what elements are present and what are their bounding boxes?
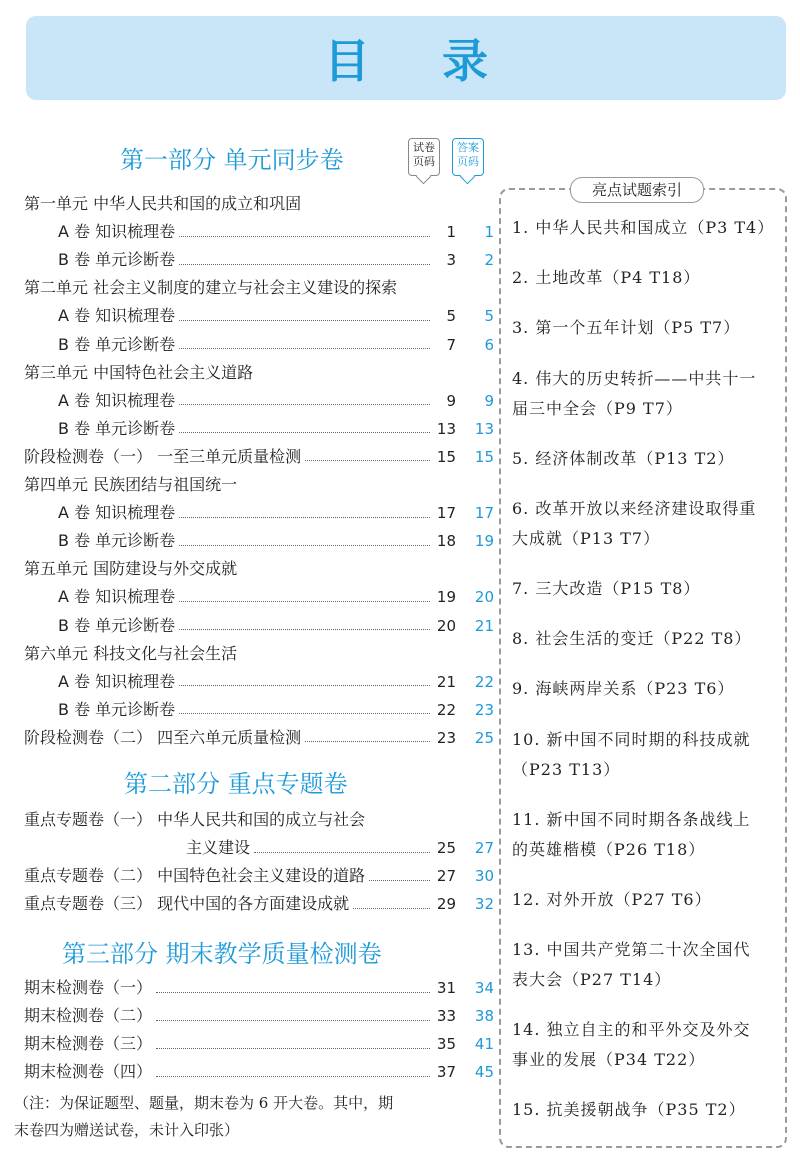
exam-page-number: 3 xyxy=(446,251,456,270)
unit-heading xyxy=(24,275,494,301)
toc-entry-label: B 卷 单元诊断卷 xyxy=(58,418,176,438)
highlight-index-heading: 亮点试题索引 xyxy=(570,177,704,203)
exam-page-number: 1 xyxy=(446,223,456,242)
toc-entry xyxy=(24,528,494,554)
highlight-index-line: 届三中全会（P9 T7） xyxy=(512,399,683,418)
exam-page-number: 20 xyxy=(436,616,456,635)
toc-entry-label: B 卷 单元诊断卷 xyxy=(58,699,176,719)
dot-leader xyxy=(156,992,430,993)
toc-entry xyxy=(24,219,494,245)
exam-page-number: 33 xyxy=(436,1007,456,1025)
exam-page-number: 17 xyxy=(436,504,456,523)
answer-page-number: 25 xyxy=(474,728,494,747)
toc-entry-label: A 卷 知识梳理卷 xyxy=(58,306,176,326)
toc-entry xyxy=(24,975,494,1001)
highlight-index-item xyxy=(512,494,774,554)
toc-entry xyxy=(24,388,494,414)
dot-leader xyxy=(156,1048,430,1049)
toc-entry xyxy=(24,303,494,329)
toc-entry xyxy=(24,247,494,273)
highlight-index-line: 4. 伟大的历史转折——中共十一 xyxy=(512,369,757,388)
toc-entry-label: A 卷 知识梳理卷 xyxy=(58,222,176,242)
exam-page-column-tag: 试卷 页码 xyxy=(408,138,440,176)
highlight-index-item xyxy=(512,624,774,654)
toc-entry-label: B 卷 单元诊断卷 xyxy=(58,531,176,551)
answer-page-number: 5 xyxy=(484,307,494,326)
highlight-index-item xyxy=(512,444,774,474)
toc-entry-label: 第二单元 社会主义制度的建立与社会主义建设的探索 xyxy=(24,278,398,298)
answer-page-number: 20 xyxy=(474,588,494,607)
exam-page-number: 27 xyxy=(436,867,456,885)
highlight-index-line: 9. 海峡两岸关系（P23 T6） xyxy=(512,679,735,698)
answer-page-number: 34 xyxy=(474,979,494,997)
highlight-index-line: 10. 新中国不同时期的科技成就 xyxy=(512,730,751,749)
toc-entry xyxy=(24,1003,494,1029)
toc-entry xyxy=(24,1059,494,1085)
toc-entry-label: 第四单元 民族团结与祖国统一 xyxy=(24,475,238,494)
dot-leader xyxy=(179,432,430,433)
dot-leader xyxy=(305,741,430,742)
answer-page-number: 30 xyxy=(474,867,494,885)
highlight-index-line: 13. 中国共产党第二十次全国代 xyxy=(512,940,751,959)
highlight-index-line: 8. 社会生活的变迁（P22 T8） xyxy=(512,629,752,648)
part2-heading: 第二部分 重点专题卷 xyxy=(124,770,348,798)
dot-leader xyxy=(179,517,430,518)
toc-entry xyxy=(24,1031,494,1057)
toc-entry-label: 第五单元 国防建设与外交成就 xyxy=(24,559,238,579)
toc-entry xyxy=(24,863,494,889)
highlight-index-line: 15. 抗美援朝战争（P35 T2） xyxy=(512,1100,746,1119)
highlight-index-line: 3. 第一个五年计划（P5 T7） xyxy=(512,318,741,337)
highlight-index-line: 大成就（P13 T7） xyxy=(512,529,661,548)
exam-page-number: 13 xyxy=(436,419,456,438)
highlight-index-item xyxy=(512,1015,774,1075)
highlight-index-item xyxy=(512,935,774,995)
answer-page-number: 2 xyxy=(484,251,494,270)
answer-page-number: 45 xyxy=(474,1063,494,1081)
dot-leader xyxy=(156,1076,430,1077)
toc-entry-label: 期末检测卷（二） xyxy=(24,1006,153,1025)
dot-leader xyxy=(156,1020,430,1021)
dot-leader xyxy=(179,629,430,630)
exam-page-number: 23 xyxy=(436,728,456,747)
unit-heading xyxy=(24,641,494,667)
exam-page-number: 22 xyxy=(436,700,456,719)
footnote-line-1: （注：为保证题型、题量，期末卷为 6 开大卷。其中，期 xyxy=(14,1094,394,1112)
title-banner xyxy=(26,16,786,100)
toc-entry-label: A 卷 知识梳理卷 xyxy=(58,503,176,523)
exam-page-number: 21 xyxy=(436,672,456,691)
toc-entry-label: 期末检测卷（一） xyxy=(24,978,153,997)
toc-entry-label: B 卷 单元诊断卷 xyxy=(58,250,176,270)
highlight-index-line: 5. 经济体制改革（P13 T2） xyxy=(512,449,735,468)
highlight-index-line: 的英雄楷模（P26 T18） xyxy=(512,840,706,859)
unit-heading xyxy=(24,191,494,217)
page-title: 目 录 xyxy=(323,34,516,88)
toc-entry-label: A 卷 知识梳理卷 xyxy=(58,390,176,410)
toc-entry xyxy=(24,725,494,751)
toc-entry-label: 重点专题卷（二） 中国特色社会主义建设的道路 xyxy=(24,866,366,885)
highlight-index-item xyxy=(512,213,774,243)
toc-entry-label: B 卷 单元诊断卷 xyxy=(58,334,176,354)
toc-entry xyxy=(24,416,494,442)
exam-page-number: 31 xyxy=(436,979,456,997)
answer-page-number: 32 xyxy=(474,895,494,913)
dot-leader xyxy=(254,852,430,853)
toc-entry-label: 重点专题卷（一） 中华人民共和国的成立与社会 xyxy=(24,810,366,829)
answer-page-number: 15 xyxy=(474,447,494,466)
dot-leader xyxy=(353,908,430,909)
dot-leader xyxy=(305,460,430,461)
toc-entry-label: 期末检测卷（四） xyxy=(24,1062,153,1081)
answer-page-number: 9 xyxy=(484,391,494,410)
toc-entry-label: 重点专题卷（三） 现代中国的各方面建设成就 xyxy=(24,894,350,913)
highlight-index-line: 14. 独立自主的和平外交及外交 xyxy=(512,1020,751,1039)
exam-page-number: 15 xyxy=(436,447,456,466)
toc-entry-label: A 卷 知识梳理卷 xyxy=(58,587,176,607)
unit-heading xyxy=(24,556,494,582)
unit-heading xyxy=(24,360,494,386)
highlight-index-line: 6. 改革开放以来经济建设取得重 xyxy=(512,499,757,518)
dot-leader xyxy=(369,880,430,881)
dot-leader xyxy=(179,348,430,349)
unit-heading xyxy=(24,472,494,498)
toc-entry-label: 第一单元 中华人民共和国的成立和巩固 xyxy=(24,194,302,213)
toc-entry xyxy=(24,697,494,723)
exam-page-number: 5 xyxy=(446,307,456,326)
toc-entry xyxy=(24,584,494,610)
highlight-index-line: 1. 中华人民共和国成立（P3 T4） xyxy=(512,218,775,237)
answer-page-number: 23 xyxy=(474,700,494,719)
toc-entry xyxy=(24,500,494,526)
highlight-index-item xyxy=(512,885,774,915)
highlight-index-item xyxy=(512,574,774,604)
toc-entry-label: B 卷 单元诊断卷 xyxy=(58,615,176,635)
highlight-index-line: 12. 对外开放（P27 T6） xyxy=(512,890,712,909)
exam-page-number: 37 xyxy=(436,1063,456,1081)
answer-page-number: 38 xyxy=(474,1007,494,1025)
dot-leader xyxy=(179,404,430,405)
highlight-index-item xyxy=(512,263,774,293)
dot-leader xyxy=(179,685,430,686)
part1-heading: 第一部分 单元同步卷 xyxy=(120,146,344,174)
highlight-index-line: 11. 新中国不同时期各条战线上 xyxy=(512,810,751,829)
answer-page-column-tag: 答案 页码 xyxy=(452,138,484,176)
exam-page-number: 19 xyxy=(436,588,456,607)
footnote-line-2: 末卷四为赠送试卷，未计入印张） xyxy=(14,1121,240,1139)
dot-leader xyxy=(179,601,430,602)
exam-page-number: 7 xyxy=(446,335,456,354)
exam-page-number: 9 xyxy=(446,391,456,410)
answer-page-number: 41 xyxy=(474,1035,494,1053)
dot-leader xyxy=(179,320,430,321)
toc-entry xyxy=(24,669,494,695)
highlight-index-line: 表大会（P27 T14） xyxy=(512,970,672,989)
exam-page-number: 18 xyxy=(436,532,456,551)
highlight-index-item xyxy=(512,725,774,785)
dot-leader xyxy=(179,264,430,265)
dot-leader xyxy=(179,545,430,546)
dot-leader xyxy=(179,713,430,714)
answer-page-number: 27 xyxy=(474,839,494,857)
toc-entry-label: 阶段检测卷（一） 一至三单元质量检测 xyxy=(24,446,302,466)
answer-page-number: 1 xyxy=(484,223,494,242)
part3-heading: 第三部分 期末教学质量检测卷 xyxy=(62,940,382,968)
dot-leader xyxy=(179,236,430,237)
highlight-index-line: 事业的发展（P34 T22） xyxy=(512,1050,706,1069)
toc-entry xyxy=(24,807,494,833)
toc-entry xyxy=(24,332,494,358)
toc-entry xyxy=(24,444,494,470)
exam-page-number: 25 xyxy=(436,839,456,857)
answer-page-number: 21 xyxy=(474,616,494,635)
answer-page-number: 19 xyxy=(474,532,494,551)
highlight-index-line: 7. 三大改造（P15 T8） xyxy=(512,579,701,598)
toc-entry-label: 主义建设 xyxy=(186,838,251,857)
footnote xyxy=(14,1090,474,1144)
exam-page-number: 35 xyxy=(436,1035,456,1053)
highlight-index-item xyxy=(512,1095,774,1125)
highlight-index-line: （P23 T13） xyxy=(512,760,621,779)
highlight-index-item xyxy=(512,364,774,424)
answer-page-number: 13 xyxy=(474,419,494,438)
highlight-index-line: 2. 土地改革（P4 T18） xyxy=(512,268,701,287)
answer-page-number: 17 xyxy=(474,504,494,523)
toc-entry-label: A 卷 知识梳理卷 xyxy=(58,671,176,691)
highlight-index-item xyxy=(512,674,774,704)
highlight-index-item xyxy=(512,313,774,343)
toc-entry xyxy=(24,835,494,861)
toc-entry-label: 阶段检测卷（二） 四至六单元质量检测 xyxy=(24,727,302,747)
toc-entry-label: 第六单元 科技文化与社会生活 xyxy=(24,643,238,663)
toc-entry xyxy=(24,891,494,917)
answer-page-number: 6 xyxy=(484,335,494,354)
highlight-index-item xyxy=(512,805,774,865)
toc-entry xyxy=(24,613,494,639)
toc-entry-label: 期末检测卷（三） xyxy=(24,1034,153,1053)
answer-page-number: 22 xyxy=(474,672,494,691)
exam-page-number: 29 xyxy=(436,895,456,913)
toc-entry-label: 第三单元 中国特色社会主义道路 xyxy=(24,362,254,382)
